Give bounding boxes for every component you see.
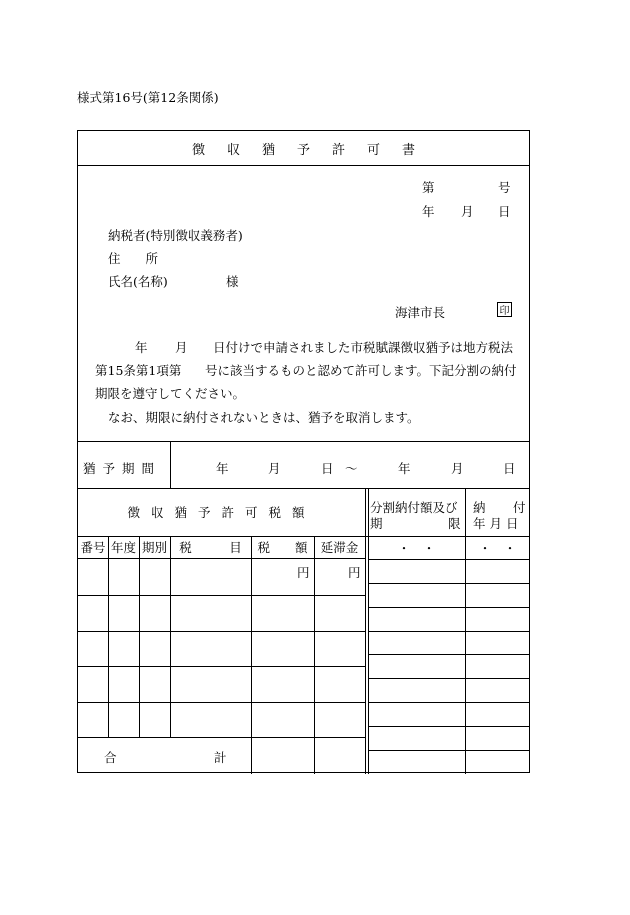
body-line4: なお、期限に納付されないときは、猶予を取消します。	[108, 410, 420, 425]
seal-mark: 印	[497, 302, 512, 317]
doc-no-suffix: 号	[498, 180, 511, 195]
column-header-year: 年度	[110, 540, 136, 555]
total-label-a: 合	[104, 750, 117, 765]
period-month-1: 月	[268, 461, 281, 476]
honorific: 様	[226, 274, 239, 289]
column-header-number: 番号	[80, 540, 106, 555]
period-day-2: 日	[503, 461, 516, 476]
deadline-header-b: 付	[513, 500, 526, 515]
installment-dots: ・ ・	[397, 540, 436, 556]
body-year: 年	[135, 340, 148, 355]
deadline-dots: ・ ・	[478, 540, 517, 556]
period-tilde: ～	[345, 461, 358, 476]
body-month: 月	[175, 340, 188, 355]
period-year-1: 年	[216, 461, 229, 476]
delinquency-unit: 円	[348, 565, 361, 580]
column-header-tax-amount: 税 額	[257, 540, 308, 555]
body-line2-a: 第15条第1項第	[95, 363, 182, 378]
installment-header-period: 期	[370, 516, 383, 531]
doc-no-prefix: 第	[422, 180, 435, 195]
taxpayer-label: 納税者(特別徴収義務者)	[108, 228, 243, 243]
column-header-delinquency: 延滞金	[320, 540, 359, 555]
form-number: 様式第16号(第12条関係)	[77, 90, 219, 105]
form-title: 徴収猶予許可書	[191, 142, 437, 158]
amount-section-header: 徴収猶予許可税額	[127, 505, 316, 520]
date-day: 日	[498, 204, 511, 219]
body-line3: 期限を遵守してください。	[95, 386, 246, 401]
period-month-2: 月	[451, 461, 464, 476]
address-label: 住 所	[108, 251, 159, 266]
total-label-b: 計	[214, 750, 227, 765]
name-label: 氏名(名称)	[108, 274, 168, 289]
installment-header-limit: 限	[448, 516, 461, 531]
period-label: 猶予期間	[83, 461, 162, 476]
date-year: 年	[422, 204, 435, 219]
period-day-1: 日	[321, 461, 334, 476]
column-header-tax-item: 税 目	[179, 540, 242, 555]
body-line2-b: 号に該当するものと認めて許可します。下記分割の納付	[205, 363, 517, 378]
period-year-2: 年	[398, 461, 411, 476]
deadline-header-a: 納	[473, 500, 486, 515]
permit-form	[77, 130, 530, 773]
title-row	[78, 131, 529, 166]
installment-header-line1: 分割納付額及び	[370, 500, 458, 515]
tax-amount-unit: 円	[297, 565, 310, 580]
deadline-header-date: 年 月 日	[473, 516, 519, 531]
issuer-name: 海津市長	[395, 305, 446, 320]
column-header-term: 期別	[141, 540, 167, 555]
date-month: 月	[461, 204, 474, 219]
body-line1: 日付けで申請されました市税賦課徴収猶予は地方税法	[213, 340, 514, 355]
